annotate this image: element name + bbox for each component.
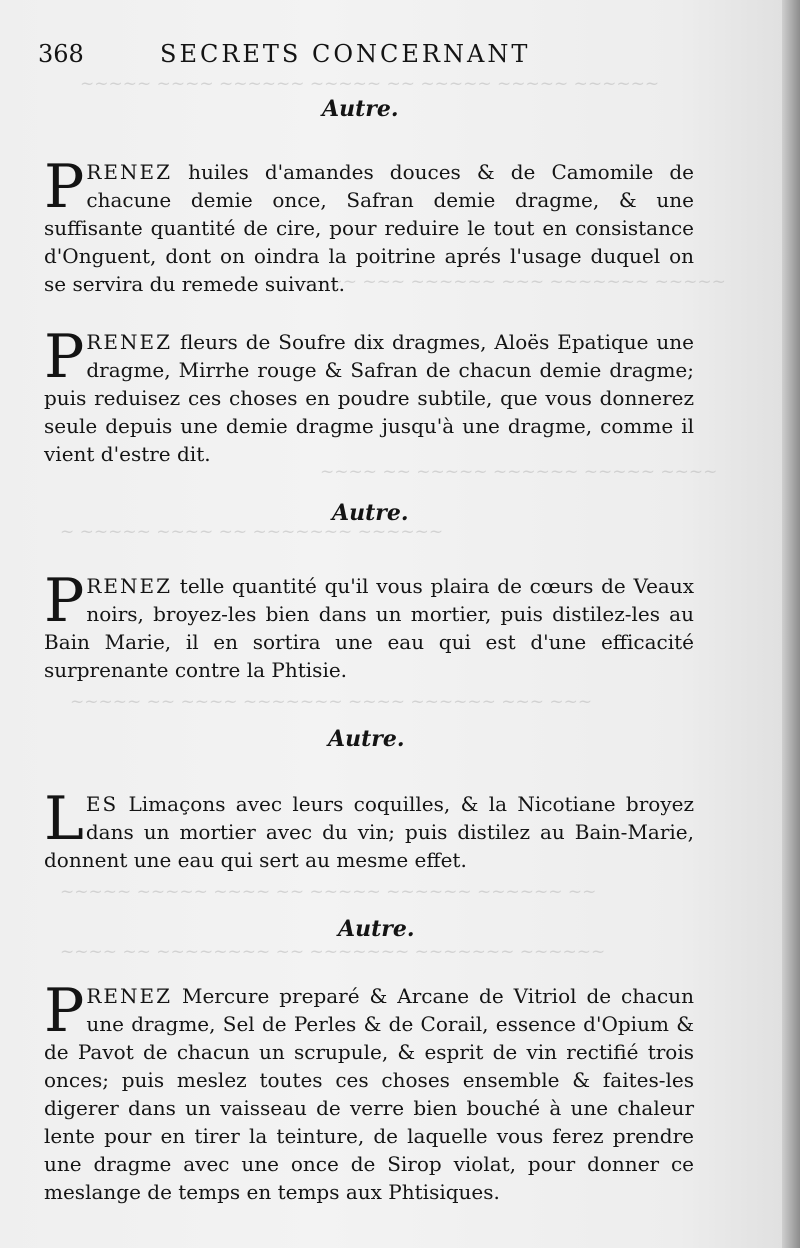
drop-cap: P: [44, 322, 85, 392]
page-number: 368: [38, 40, 84, 68]
running-head: SECRETS CONCERNANT: [160, 40, 531, 68]
paragraph-text: fleurs de Soufre dix dragmes, Aloës Epatique une dragme, Mirrhe rouge & Safran de chacun demie dragme; puis reduisez ces choses en poudre subtile, que vous donnerez seule depuis une demie dragme jusqu'à une dragme, comme il vient d'estre dit.: [44, 330, 695, 466]
show-through-texture: ~~~~~ ~~~~~ ~~~~ ~~ ~~~~~ ~~~~~~ ~~~~~~ ~~: [60, 882, 597, 902]
section-title: Autre.: [328, 726, 405, 752]
page-edge-shadow: [782, 0, 800, 1248]
section-title: Autre.: [322, 96, 399, 122]
show-through-texture: ~~~~ ~~~ ~~~~~~ ~~~ ~~~~~~~ ~~~~~: [300, 272, 726, 292]
show-through-texture: ~~~~ ~~ ~~~~~ ~~~~~~ ~~~~~ ~~~~: [320, 462, 718, 482]
lead-word: RENEZ: [86, 984, 173, 1008]
paragraph-text: huiles d'amandes douces & de Camomile de chacune demie once, Safran demie dragme, & une suffisante quantité de cire, pour reduire le tout en consistance d'Onguent, dont on oindra la poitrine aprés l'usage duquel on se servira du remede suivant.: [44, 160, 694, 296]
recipe-paragraph: [44, 322, 695, 468]
recipe-paragraph: [44, 152, 694, 298]
paragraph-text: Mercure preparé & Arcane de Vitriol de chacun une dragme, Sel de Perles & de Corail, essence d'Opium & de Pavot de chacun un scrupule, & esprit de vin rectifié trois onces; puis meslez toutes ces choses ensemble & faites-les digerer dans un vaisseau de verre bien bouché à une chaleur lente pour en tirer la teinture, de laquelle vous ferez prendre une dragme avec une once de Sirop violat, pour donner ce meslange de temps en temps aux Phtisiques.: [44, 984, 694, 1204]
lead-word: RENEZ: [86, 330, 173, 354]
lead-word: RENEZ: [86, 160, 173, 184]
show-through-texture: ~~~~ ~~ ~~~~~~~~ ~~ ~~~~~~~ ~~~~~~~ ~~~~~~: [60, 942, 606, 962]
drop-cap: P: [44, 566, 85, 636]
show-through-texture: ~~~~~ ~~ ~~~~ ~~~~~~~ ~~~~ ~~~~~~ ~~~ ~~~: [70, 692, 593, 712]
section-title: Autre.: [332, 500, 409, 526]
lead-word: RENEZ: [86, 574, 173, 598]
show-through-texture: ~~~~~ ~~~~ ~~~~~~ ~~~~~ ~~ ~~~~~ ~~~~~ ~~~~~~: [80, 74, 660, 94]
drop-cap: L: [44, 784, 84, 854]
section-title: Autre.: [338, 916, 415, 942]
recipe-paragraph: [44, 976, 694, 1206]
lead-word: ES: [85, 792, 119, 816]
show-through-texture: ~ ~~~~~ ~~~~ ~~ ~~~~~~~ ~~~~~~: [60, 522, 444, 542]
page-header: [38, 36, 598, 76]
drop-cap: P: [44, 152, 85, 222]
paragraph-text: Limaçons avec leurs coquilles, & la Nicotiane broyez dans un mortier avec du vin; puis distilez au Bain-Marie, donnent une eau qui sert au mesme effet.: [44, 792, 694, 872]
recipe-paragraph: [44, 784, 694, 874]
drop-cap: P: [44, 976, 85, 1046]
recipe-paragraph: [44, 566, 694, 684]
paragraph-text: telle quantité qu'il vous plaira de cœurs de Veaux noirs, broyez-les bien dans un mortier, puis distilez-les au Bain Marie, il en sortira une eau qui est d'une efficacité surprenante contre la Phtisie.: [44, 574, 694, 682]
